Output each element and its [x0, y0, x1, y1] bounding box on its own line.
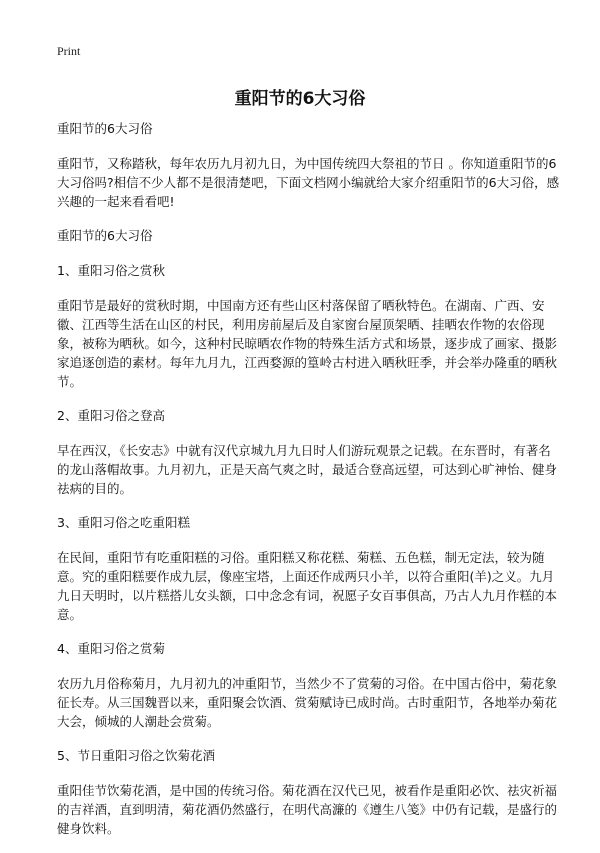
section-heading-text: 重阳节的6大习俗: [57, 228, 153, 243]
custom-3-heading: [57, 513, 560, 532]
custom-4-heading-text: 4、重阳习俗之赏菊: [57, 641, 165, 656]
custom-2-heading-text: 2、重阳习俗之登高: [57, 408, 165, 423]
print-link[interactable]: Print: [57, 44, 81, 58]
intro-paragraph: [57, 154, 560, 211]
custom-3-heading-text: 3、重阳习俗之吃重阳糕: [57, 515, 190, 530]
custom-1-paragraph-text: 重阳节是最好的赏秋时期，中国南方还有些山区村落保留了晒秋特色。在湖南、广西、安徽、江西等生活在山区的村民，利用房前屋后及自家窗台屋顶架晒、挂晒农作物的农俗现象，被称为晒秋。如今，这种村民晾晒农作物的特殊生活方式和场景，逐步成了画家、摄影家追逐创造的素材。每年九月九，江西婺源的篁岭古村进入晒秋旺季，并会举办隆重的晒秋节。: [57, 298, 558, 389]
custom-5-heading: [57, 746, 560, 765]
custom-5-paragraph: [57, 781, 560, 838]
custom-1-heading-text: 1、重阳习俗之赏秋: [57, 263, 165, 278]
custom-4-heading: [57, 639, 560, 658]
section-heading: [57, 226, 560, 245]
document-body: [57, 119, 560, 853]
custom-5-heading-text: 5、节日重阳习俗之饮菊花酒: [57, 748, 215, 763]
custom-4-paragraph: [57, 674, 560, 731]
custom-3-paragraph-text: 在民间，重阳节有吃重阳糕的习俗。重阳糕又称花糕、菊糕、五色糕，制无定法，较为随意。究的重阳糕要作成九层，像座宝塔，上面还作成两只小羊，以符合重阳(羊)之义。九月九日天明时，以片糕搭儿女头额，口中念念有词，祝愿子女百事俱高，乃古人九月作糕的本意。: [57, 550, 558, 622]
custom-3-paragraph: [57, 548, 560, 624]
intro-heading: [57, 119, 560, 138]
intro-paragraph-text: 重阳节，又称踏秋，每年农历九月初九日，为中国传统四大祭祖的节日 。你知道重阳节的6大习俗吗?相信不少人都不是很清楚吧，下面文档网小编就给大家介绍重阳节的6大习俗，感兴趣的一起来看看吧!: [57, 156, 560, 209]
custom-2-heading: [57, 406, 560, 425]
custom-2-paragraph: [57, 441, 560, 498]
custom-4-paragraph-text: 农历九月俗称菊月，九月初九的冲重阳节，当然少不了赏菊的习俗。在中国古俗中，菊花象征长寿。从三国魏晋以来，重阳聚会饮酒、赏菊赋诗已成时尚。古时重阳节，各地举办菊花大会，倾城的人潮赴会赏菊。: [57, 676, 558, 729]
custom-1-heading: [57, 261, 560, 280]
custom-1-paragraph: [57, 296, 560, 391]
page-title: 重阳节的6大习俗: [234, 89, 366, 109]
custom-2-paragraph-text: 早在西汉，《长安志》中就有汉代京城九月九日时人们游玩观景之记载。在东晋时，有著名的龙山落帽故事。九月初九，正是天高气爽之时，最适合登高远望，可达到心旷神怡、健身祛病的目的。: [57, 443, 558, 496]
custom-5-paragraph-text: 重阳佳节饮菊花酒，是中国的传统习俗。菊花酒在汉代已见，被看作是重阳必饮、祛灾祈福的吉祥酒，直到明清，菊花酒仍然盛行，在明代高濂的《遵生八笺》中仍有记载，是盛行的健身饮料。: [57, 783, 558, 836]
intro-heading-text: 重阳节的6大习俗: [57, 121, 153, 136]
